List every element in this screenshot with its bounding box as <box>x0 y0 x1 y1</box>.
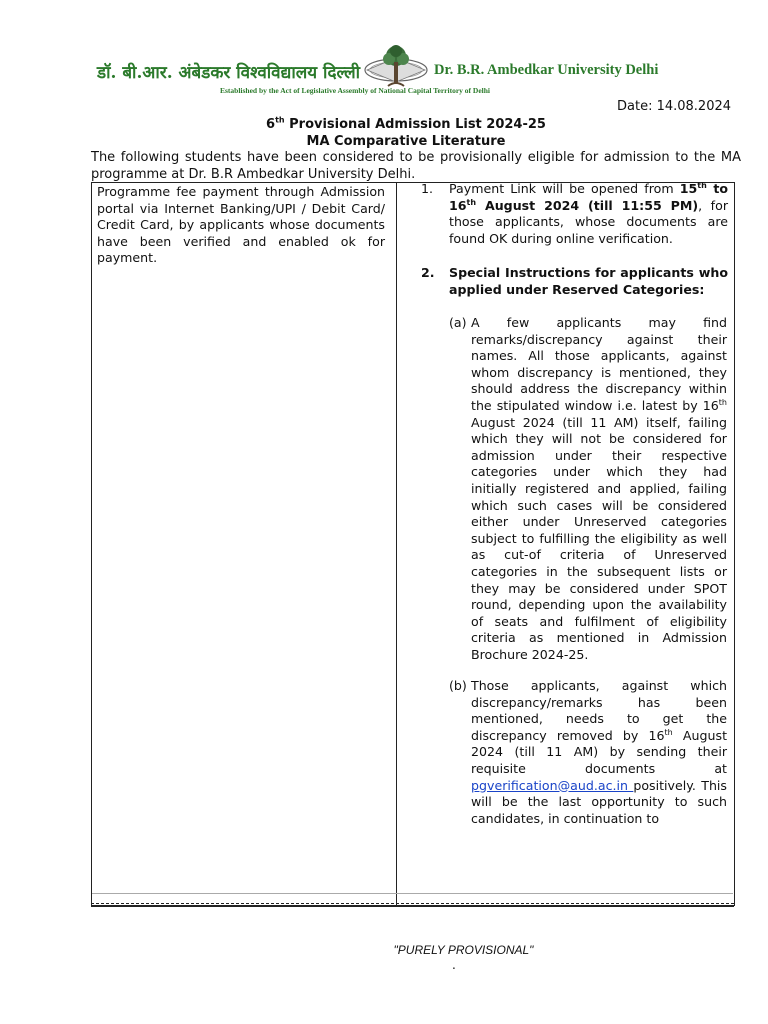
item-number: 2. <box>421 265 435 280</box>
university-name-english: Dr. B.R. Ambedkar University Delhi <box>434 62 659 78</box>
footer-dot: . <box>452 958 456 972</box>
item-label-a: (a) <box>449 315 467 330</box>
university-name-hindi: डॉ. बी.आर. अंबेडकर विश्वविद्यालय दिल्ली <box>97 63 361 83</box>
item-label-b: (b) <box>449 678 467 693</box>
purely-provisional-note: "PURELY PROVISIONAL" <box>393 943 534 957</box>
letterhead <box>0 0 768 100</box>
intro-paragraph: The following students have been considered to be provisionally eligible for admission to the MA programme at Dr. B.R Ambedkar University Delhi. <box>91 150 741 182</box>
programme-title: MA Comparative Literature <box>306 134 506 149</box>
fee-payment-cell: Programme fee payment through Admission portal via Internet Banking/UPI / Debit Card/ Credit Card, by applicants whose documents have been verified and enabled ok for payment. <box>97 184 385 266</box>
item-number: 1. <box>421 181 434 196</box>
pgverification-email-link[interactable]: pgverification@aud.ac.in <box>471 777 634 793</box>
reserved-categories-heading: Special Instructions for applicants who applied under Reserved Categories: <box>449 265 728 297</box>
established-line: Established by the Act of Legislative Assembly of National Capital Territory of Delhi <box>220 86 490 95</box>
table-column-divider <box>396 182 397 906</box>
discrepancy-text-a: A few applicants may find remarks/discrepancy against their names. All those applicants, against whom discrepancy is mentioned, they should address the discrepancy within the stipulated window i.e. latest by 16th August 2024 (till 11 AM) itself, failing which they will not be considered for admission under their respective categories under which they had initially registered and applied, failing which such cases will be considered either under Unreserved categories subject to fulfilling the eligibility as well as cut-of criteria of Unreserved categories in the subsequent lists or they may be considered under SPOT round, depending upon the availability of seats and fulfilment of eligibility criteria as mentioned in Admission Brochure 2024-25. <box>471 315 727 662</box>
payment-link-text: Payment Link will be opened from 15th to 16th August 2024 (till 11:55 PM), for those applicants, whose documents are found OK during online verification. <box>449 180 728 246</box>
table-row-divider <box>92 893 733 894</box>
document-date: Date: 14.08.2024 <box>617 99 732 114</box>
discrepancy-text-b: Those applicants, against which discrepancy/remarks has been mentioned, needs to get the discrepancy removed by 16th August 2024 (till 11 AM) by sending their requisite documents at pgverification@aud.ac.in positively. This will be the last opportunity to such candidates, in continuation to <box>471 678 728 826</box>
list-title: 6th Provisional Admission List 2024-25 <box>266 115 546 132</box>
table-bottom-border <box>91 903 734 907</box>
